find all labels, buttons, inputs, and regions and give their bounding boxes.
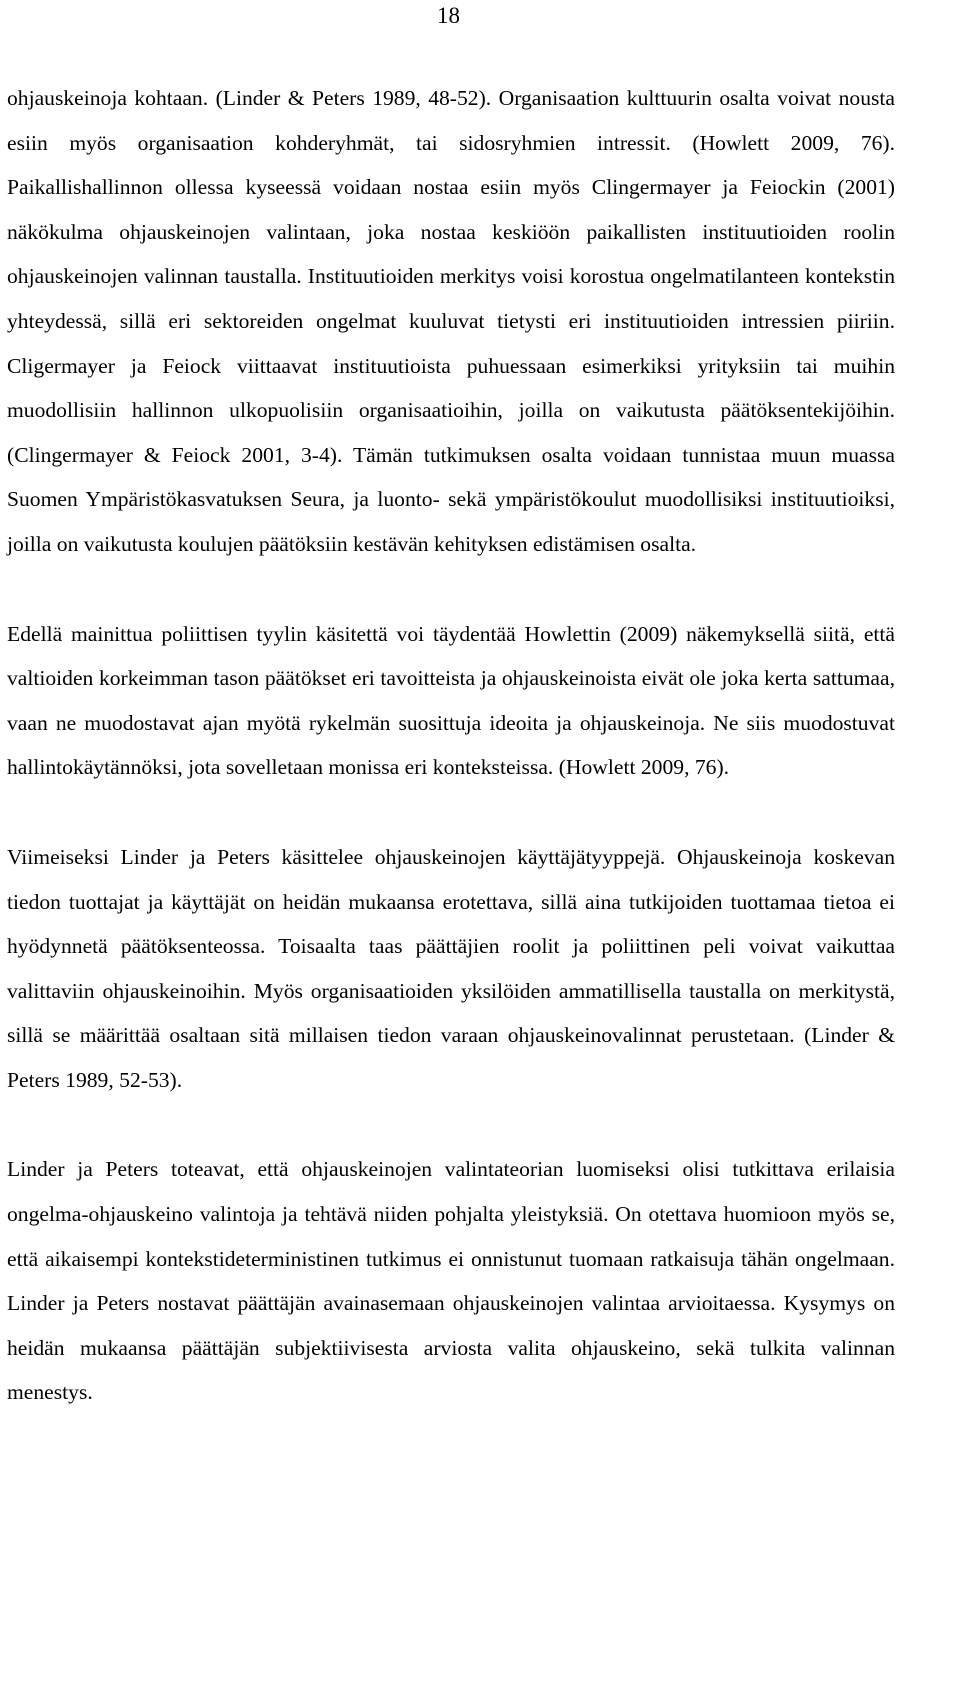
paragraph-4: Linder ja Peters toteavat, että ohjauskeinojen valintateorian luomiseksi olisi tutkittava erilaisia ongelma-ohjauskeino valintoja ja tehtävä niiden pohjalta yleistyksiä. On otettava huomioon myös se, että aikaisempi kontekstideterministinen tutkimus ei onnistunut tuomaan ratkaisuja tähän ongelmaan. Linder ja Peters nostavat päättäjän avainasemaan ohjauskeinojen valintaa arvioitaessa. Kysymys on heidän mukaansa päättäjän subjektiivisesta arviosta valita ohjauskeino, sekä tulkita valinnan menestys. [7, 1157, 895, 1405]
paragraph-3: Viimeiseksi Linder ja Peters käsittelee ohjauskeinojen käyttäjätyyppejä. Ohjauskeinoja koskevan tiedon tuottajat ja käyttäjät on heidän mukaansa erotettava, sillä aina tutkijoiden tuottamaa tietoa ei hyödynnetä päätöksenteossa. Toisaalta taas päättäjien roolit ja poliittinen peli voivat vaikuttaa valittaviin ohjauskeinoihin. Myös organisaatioiden yksilöiden ammatillisella taustalla on merkitystä, sillä se määrittää osaltaan sitä millaisen tiedon varaan ohjauskeinovalinnat perustetaan. (Linder & Peters 1989, 52-53). [7, 844, 895, 1092]
paragraph-2: Edellä mainittua poliittisen tyylin käsitettä voi täydentää Howlettin (2009) näkemyksellä siitä, että valtioiden korkeimman tason päätökset eri tavoitteista ja ohjauskeinoista eivät ole joka kerta sattumaa, vaan ne muodostavat ajan myötä rykelmän suosittuja ideoita ja ohjauskeinoja. Ne siis muodostuvat hallintokäytännöksi, jota sovelletaan monissa eri konteksteissa. (Howlett 2009, 76). [7, 621, 895, 780]
body-text [7, 76, 895, 1415]
paragraph-1: ohjauskeinoja kohtaan. (Linder & Peters 1989, 48-52). Organisaation kulttuurin osalta voivat nousta esiin myös organisaation kohderyhmät, tai sidosryhmien intressit. (Howlett 2009, 76). Paikallishallinnon ollessa kyseessä voidaan nostaa esiin myös Clingermayer ja Feiockin (2001) näkökulma ohjauskeinojen valintaan, joka nostaa keskiöön paikallisten instituutioiden roolin ohjauskeinojen valinnan taustalla. Instituutioiden merkitys voisi korostua ongelmatilanteen kontekstin yhteydessä, sillä eri sektoreiden ongelmat kuuluvat tietysti eri instituutioiden intressien piiriin. Cligermayer ja Feiock viittaavat instituutioista puhuessaan esimerkiksi yrityksiin tai muihin muodollisiin hallinnon ulkopuolisiin organisaatioihin, joilla on vaikutusta päätöksentekijöihin. (Clingermayer & Feiock 2001, 3-4). Tämän tutkimuksen osalta voidaan tunnistaa muun muassa Suomen Ympäristökasvatuksen Seura, ja luonto- sekä ympäristökoulut muodollisiksi instituutioiksi, joilla on vaikutusta koulujen päätöksiin kestävän kehityksen edistämisen osalta. [7, 86, 895, 556]
page-number: 18 [437, 3, 460, 28]
